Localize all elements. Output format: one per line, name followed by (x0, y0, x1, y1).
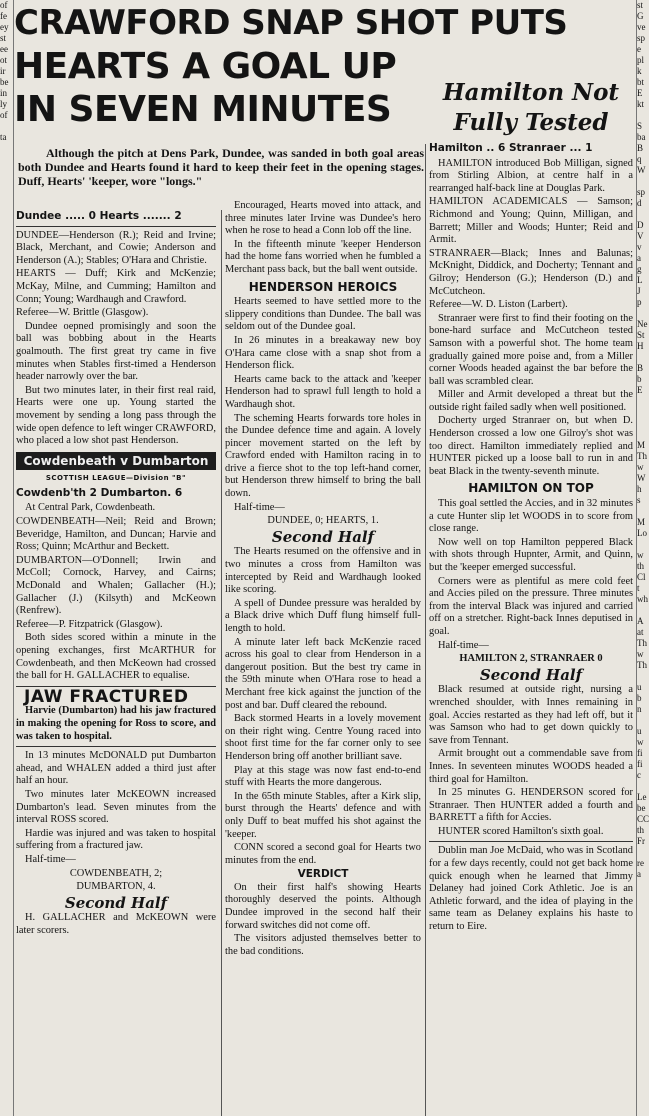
edge-fragment (0, 913, 13, 924)
column-1 (16, 208, 216, 938)
edge-fragment: b (637, 693, 642, 703)
edge-fragment (0, 473, 13, 484)
edge-fragment (0, 330, 13, 341)
edge-fragment: E (637, 88, 643, 98)
edge-fragment (0, 297, 13, 308)
edge-fragment: w (637, 649, 644, 659)
edge-fragment (0, 176, 13, 187)
edge-fragment: ta (0, 132, 7, 142)
paragraph: Back stormed Hearts in a lovely movement on their right wing. Centre Young raced into shoot first time for the far corner only to see Henderson bring off another brilliant save. (225, 713, 421, 762)
right-edge-column (636, 0, 648, 1116)
edge-fragment (0, 847, 13, 858)
referee: Referee—P. Fitzpatrick (Glasgow). (16, 618, 163, 630)
standfirst: Although the pitch at Dens Park, Dundee, was sanded in both goal areas both Dundee and Hearts found it hard to keep their feet in the opening stages. Duff, Hearts' 'keeper, wore "longs." (18, 146, 424, 188)
edge-fragment: D (637, 220, 644, 230)
edge-fragment (0, 121, 13, 132)
edge-fragment: L (637, 275, 643, 285)
edge-fragment (0, 704, 13, 715)
edge-fragment (0, 495, 13, 506)
team-lineup: DUNDEE—Henderson (R.); Reid and Irvine; Black, Merchant, and Cowie; Anderson and Henderson (A.); Stables; O'Hara and Christie. (16, 229, 216, 266)
left-edge-column (0, 0, 14, 1116)
edge-fragment (0, 517, 13, 528)
team-lineup: STRANRAER—Black; Innes and Balunas; McKnight, Diddick, and Docherty; Tennant and Gilroy; Henderson (G.); Henderson (D.) and McCutcheon. (429, 247, 633, 297)
headline-line-2: HEARTS A GOAL UP (14, 46, 397, 87)
score-line: Cowdenb'th 2 Dumbarton. 6 (16, 486, 183, 499)
team-lineup: COWDENBEATH—Neil; Reid and Brown; Beveridge, Hamilton, and Duncan; Harvie and Ross; Quinn; McArthur and Beckett. (16, 516, 216, 553)
edge-fragment (0, 451, 13, 462)
headline-line-1: CRAWFORD SNAP SHOT PUTS (14, 3, 568, 43)
box-headline: JAW FRACTURED (24, 686, 189, 707)
edge-fragment (0, 693, 13, 704)
edge-fragment: h (637, 484, 642, 494)
halftime-label: Half-time— (25, 853, 76, 865)
edge-fragment: d (637, 198, 642, 208)
section-heading: Second Half (271, 527, 375, 546)
headline-line-3: IN SEVEN MINUTES (14, 89, 392, 130)
edge-fragment: u (637, 682, 642, 692)
edge-fragment: H (637, 341, 644, 351)
edge-fragment (0, 858, 13, 869)
halftime-label: Half-time— (234, 501, 285, 513)
edge-fragment (0, 902, 13, 913)
edge-fragment (0, 935, 13, 946)
paragraph: Both sides scored within a minute in the opening exchanges, first McARTHUR for Cowdenbeath, and then McKeown had crossed the ball for H. GALLACHER to equalise. (16, 632, 216, 682)
edge-fragment: pl (637, 55, 645, 65)
edge-fragment: Ne (637, 319, 648, 329)
edge-fragment: St (637, 330, 645, 340)
halftime-score: COWDENBEATH, 2; (69, 867, 163, 879)
paragraph: Miller and Armit developed a threat but the outside right failed sadly when well positioned. (429, 389, 633, 413)
edge-fragment: ot (0, 55, 8, 65)
referee: Referee—W. D. Liston (Larbert). (429, 299, 568, 311)
edge-fragment: Le (637, 792, 647, 802)
edge-fragment: u (637, 726, 642, 736)
edge-fragment (637, 308, 648, 319)
edge-fragment (0, 352, 13, 363)
edge-fragment: ve (637, 22, 646, 32)
edge-fragment: Th (637, 660, 647, 670)
edge-fragment: J (637, 286, 641, 296)
edge-fragment: ly (0, 99, 8, 109)
score-line: Dundee ..... 0 Hearts ....... 2 (16, 210, 182, 222)
edge-fragment (0, 649, 13, 660)
edge-fragment: k (637, 66, 642, 76)
edge-fragment: W (637, 473, 646, 483)
paragraph: In 26 minutes in a breakaway new boy O'Hara came close with a snap shot from a Henderson flick. (225, 334, 421, 372)
paragraph: HUNTER scored Hamilton's sixth goal. (438, 825, 604, 837)
edge-fragment: w (637, 550, 644, 560)
edge-fragment (637, 176, 648, 187)
edge-fragment: be (0, 77, 9, 87)
edge-fragment (0, 462, 13, 473)
subheading: VERDICT (297, 868, 349, 881)
edge-fragment (0, 1012, 13, 1023)
edge-fragment: E (637, 385, 643, 395)
match-banner: Cowdenbeath v Dumbarton (16, 452, 216, 471)
paragraph: Corners were as plentiful as mere cold feet and Accies piled on the pressure. Three minutes from the interval Black was injured and carried off on a stretcher. Right-back Innes deputised in goal. (429, 575, 633, 637)
paragraph: In the 65th minute Stables, after a Kirk slip, burst through the Hearts' defence and with only Duff to beat muffed his shot against the 'keeper. (225, 790, 421, 840)
edge-fragment: M (637, 517, 646, 527)
edge-fragment: v (637, 242, 642, 252)
edge-fragment (0, 990, 13, 1001)
edge-fragment (637, 781, 648, 792)
paragraph: The scheming Hearts forwards tore holes in the Dundee defence time and again. A lovely pincer movement started on the left by Crawford ended with Hamilton racing in to drive a fierce shot to the top left-hand corner, but Henderson threw himself to bring the ball down. (225, 412, 421, 500)
edge-fragment (0, 550, 13, 561)
edge-fragment (637, 847, 648, 858)
edge-fragment (0, 506, 13, 517)
edge-fragment: s (637, 495, 641, 505)
edge-fragment (0, 1001, 13, 1012)
edge-fragment (0, 165, 13, 176)
edge-fragment: ey (0, 22, 9, 32)
edge-fragment (0, 374, 13, 385)
edge-fragment (0, 957, 13, 968)
edge-fragment: CC (637, 814, 649, 824)
edge-fragment: t (637, 583, 640, 593)
edge-fragment: bt (637, 77, 645, 87)
edge-fragment (0, 660, 13, 671)
divider (16, 746, 216, 747)
edge-fragment: be (637, 803, 646, 813)
edge-fragment: wh (637, 594, 648, 604)
paragraph: In the fifteenth minute 'keeper Henderson had the home fans worried when he fumbled a Merchant pass back, but the ball went outside. (225, 238, 421, 275)
paragraph: CONN scored a second goal for Hearts two minutes from the end. (225, 842, 421, 866)
edge-fragment (0, 484, 13, 495)
edge-fragment: g (637, 264, 642, 274)
edge-fragment: th (637, 825, 645, 835)
edge-fragment (0, 792, 13, 803)
edge-fragment: e (637, 44, 641, 54)
edge-fragment (637, 671, 648, 682)
edge-fragment (0, 737, 13, 748)
edge-fragment: st (637, 0, 644, 10)
edge-fragment (637, 396, 648, 407)
edge-fragment (0, 220, 13, 231)
edge-fragment (0, 561, 13, 572)
edge-fragment (0, 891, 13, 902)
paragraph: Dublin man Joe McDaid, who was in Scotland for a few days recently, could not get back home quick enough when he learned that Jimmy Delaney had joined Cork Athletic. Joe is an Athletic forward, and the idea of playing in the same team as Delaney explains his haste to return to Eire. (429, 845, 633, 933)
edge-fragment: of (0, 0, 8, 10)
edge-fragment (0, 363, 13, 374)
edge-fragment (0, 924, 13, 935)
paragraph: Hearts came back to the attack and 'keeper Henderson had to sprawl full length to hold a Wardhaugh shot. (225, 373, 421, 410)
halftime-score: HAMILTON 2, STRANRAER 0 (459, 653, 603, 665)
edge-fragment (0, 627, 13, 638)
venue: At Central Park, Cowdenbeath. (25, 502, 156, 514)
edge-fragment: W (637, 165, 646, 175)
edge-fragment (0, 836, 13, 847)
edge-fragment: re (637, 858, 644, 868)
edge-fragment (0, 715, 13, 726)
paragraph: Hardie was injured and was taken to hospital suffering from a fractured jaw. (16, 827, 216, 852)
halftime-score: DUMBARTON, 4. (76, 881, 156, 893)
league-label: SCOTTISH LEAGUE—Division "B" (45, 474, 187, 483)
edge-fragment (0, 605, 13, 616)
edge-fragment: V (637, 231, 644, 241)
edge-fragment (0, 231, 13, 242)
edge-fragment (0, 803, 13, 814)
team-lineup: HAMILTON ACADEMICALS — Samson; Richmond and Young; Quinn, Milligan, and Barrett; Miller and Woods; Hunter; Reid and Armit. (429, 196, 633, 246)
column-3 (429, 78, 633, 935)
paragraph: Docherty urged Stranraer on, but when D. Henderson crossed a low one Gilroy's shot was too direct. Hamilton immediately replied and HUNTER picked up a loose ball to run in and beat Black in the twenty-seventh minute. (429, 415, 633, 477)
edge-fragment: w (637, 462, 644, 472)
edge-fragment: a (637, 253, 641, 263)
paragraph: Play at this stage was now fast end-to-end stuff with Hearts the more dangerous. (225, 764, 421, 789)
edge-fragment (637, 429, 648, 440)
edge-fragment: p (637, 297, 642, 307)
section-heading: Second Half (479, 665, 583, 684)
edge-fragment (0, 726, 13, 737)
edge-fragment (0, 572, 13, 583)
paragraph: The Hearts resumed on the offensive and in two minutes a cross from Hamilton was intercepted by Reid and Wardhaugh looked like scoring. (225, 546, 421, 596)
edge-fragment (0, 869, 13, 880)
edge-fragment (0, 539, 13, 550)
edge-fragment: at (637, 627, 644, 637)
edge-fragment (0, 286, 13, 297)
paragraph: On their first half's showing Hearts thoroughly deserved the points. Although Dundee improved in the second half their forward switches did not come off. (225, 881, 421, 931)
paragraph: In 25 minutes G. HENDERSON scored for Stranraer. Then HUNTER added a fourth and BARRETT a fifth for Accies. (429, 787, 633, 824)
edge-fragment (0, 209, 13, 220)
edge-fragment: ba (637, 132, 646, 142)
edge-fragment (0, 781, 13, 792)
paragraph: This goal settled the Accies, and in 32 minutes a cute Hunter slip let WOODS in to score from close range. (429, 498, 633, 535)
edge-fragment: st (0, 33, 7, 43)
edge-fragment (0, 594, 13, 605)
edge-fragment (0, 385, 13, 396)
edge-fragment (0, 341, 13, 352)
team-lineup: HEARTS — Duff; Kirk and McKenzie; McKay, Milne, and Cumming; Hamilton and Conn; Young; Wardhaugh and Crawford. (16, 268, 216, 305)
edge-fragment (637, 352, 648, 363)
paragraph: A spell of Dundee pressure was heralded by a Black drive which Duff flung himself full-length to hold. (225, 597, 421, 634)
edge-fragment (637, 407, 648, 418)
edge-fragment: n (637, 704, 642, 714)
edge-fragment: sp (637, 187, 646, 197)
edge-fragment: Cl (637, 572, 646, 582)
edge-fragment (0, 616, 13, 627)
edge-fragment: A (637, 616, 644, 626)
edge-fragment: fi (637, 759, 643, 769)
edge-fragment: Lo (637, 528, 647, 538)
edge-fragment (0, 638, 13, 649)
edge-fragment (0, 418, 13, 429)
edge-fragment: sp (637, 33, 646, 43)
edge-fragment: B (637, 363, 644, 373)
subheading: HENDERSON HEROICS (248, 279, 398, 294)
column-divider-right (425, 144, 426, 1116)
edge-fragment (0, 748, 13, 759)
edge-fragment: G (637, 11, 644, 21)
referee: Referee—W. Brittle (Glasgow). (16, 307, 149, 319)
box-text: Harvie (Dumbarton) had his jaw fractured in making the opening for Ross to score, and was taken to hospital. (16, 705, 216, 742)
paragraph: But two minutes later, in their first real raid, Hearts were one up. Young started the movement by sending a long pass through the wide open defence to left winger CRAWFORD, who placed a low shot past Henderson. (16, 384, 216, 447)
divider (16, 226, 216, 227)
edge-fragment (0, 440, 13, 451)
edge-fragment: Th (637, 451, 647, 461)
halftime-score: DUNDEE, 0; HEARTS, 1. (267, 515, 379, 527)
edge-fragment (0, 968, 13, 979)
edge-fragment (0, 308, 13, 319)
edge-fragment (0, 319, 13, 330)
edge-fragment (0, 275, 13, 286)
score-line: Hamilton .. 6 Stranraer ... 1 (429, 142, 593, 154)
edge-fragment: S (637, 121, 643, 131)
edge-fragment (0, 759, 13, 770)
edge-fragment (637, 209, 648, 220)
halftime-label: Half-time— (438, 639, 489, 651)
edge-fragment (0, 946, 13, 957)
edge-fragment (0, 671, 13, 682)
edge-fragment (637, 539, 648, 550)
team-lineup: DUMBARTON—O'Donnell; Irwin and McColl; Cornock, Harvey, and Cairns; McDonald and Whalen; Gallacher (H.); Gallacher (J.) (Kilsyth) and McKeown (Renfrew). (16, 554, 216, 617)
edge-fragment: ee (0, 44, 8, 54)
edge-fragment (0, 407, 13, 418)
edge-fragment: M (637, 440, 646, 450)
edge-fragment: a (637, 869, 641, 879)
edge-fragment: fe (0, 11, 7, 21)
edge-fragment: b (637, 374, 642, 384)
paragraph: Armit brought out a commendable save from Innes. In seventeen minutes WOODS headed a third goal for Hamilton. (429, 748, 633, 785)
edge-fragment: B (637, 143, 644, 153)
edge-fragment (0, 264, 13, 275)
edge-fragment (0, 825, 13, 836)
edge-fragment (0, 880, 13, 891)
paragraph: Now well on top Hamilton peppered Black with shots through Hupnter, Armit, and Quinn, but the 'keeper emerged successful. (429, 536, 633, 573)
edge-fragment (0, 242, 13, 253)
edge-fragment: th (637, 561, 645, 571)
edge-fragment (637, 418, 648, 429)
paragraph: Two minutes later McKEOWN increased Dumbarton's lead. Seven minutes from the interval ROSS scored. (16, 788, 216, 826)
edge-fragment: q (637, 154, 642, 164)
edge-fragment (0, 396, 13, 407)
edge-fragment (637, 605, 648, 616)
section-heading: Second Half (64, 893, 168, 912)
edge-fragment (0, 143, 13, 154)
paragraph: HAMILTON introduced Bob Milligan, signed from Stirling Albion, at centre half in a rearranged half-back line at Douglas Park. (429, 157, 633, 194)
edge-fragment: kt (637, 99, 645, 109)
edge-fragment (0, 429, 13, 440)
paragraph: Hearts seemed to have settled more to the slippery conditions than Dundee. The ball was seldom out of the Dundee goal. (225, 296, 421, 333)
edge-fragment: ir (0, 66, 6, 76)
edge-fragment (0, 979, 13, 990)
edge-fragment (637, 110, 648, 121)
edge-fragment (637, 506, 648, 517)
edge-fragment (0, 583, 13, 594)
paragraph: H. GALLACHER and McKEOWN were later scorers. (16, 912, 216, 936)
paragraph: The visitors adjusted themselves better to the bad conditions. (225, 933, 421, 957)
paragraph: Encouraged, Hearts moved into attack, and three minutes later Irvine was Dundee's hero when he rose to head a Conn lob off the line. (225, 200, 421, 237)
column-headline: Hamilton Not Fully Tested (442, 79, 620, 136)
edge-fragment: in (0, 88, 8, 98)
column-divider-left (221, 210, 222, 1116)
column-2 (225, 200, 421, 959)
edge-fragment: Th (637, 638, 647, 648)
edge-fragment (0, 154, 13, 165)
edge-fragment (0, 187, 13, 198)
edge-fragment: fi (637, 748, 643, 758)
edge-fragment (0, 682, 13, 693)
edge-fragment (0, 198, 13, 209)
edge-fragment: Fr (637, 836, 646, 846)
divider (429, 841, 633, 842)
paragraph: Black resumed at outside right, nursing a wrenched shoulder, with Innes remaining in goal. Accies restarted as they had left off, but it was Samson who had to get down quickly to save from Tennant. (429, 684, 633, 746)
edge-fragment (0, 814, 13, 825)
subheading: HAMILTON ON TOP (468, 481, 594, 496)
paragraph: Stranraer were first to find their footing on the bone-hard surface and McCutcheon tested Samson with a powerful shot. The home team gradually gained more poise and, from a Miller corner Woods headed against the bar before the ball was scrambled clear. (429, 312, 633, 387)
edge-fragment: w (637, 737, 644, 747)
edge-fragment (0, 770, 13, 781)
edge-fragment: c (637, 770, 641, 780)
edge-fragment (0, 528, 13, 539)
edge-fragment (0, 253, 13, 264)
edge-fragment (637, 715, 648, 726)
paragraph: Dundee oepned promisingly and soon the ball was bobbing about in the Hearts goalmouth. The first great try came in five minutes when Stables first-timed a Henderson header narrowly over the bar. (16, 320, 216, 383)
paragraph: A minute later left back McKenzie raced across his goal to clear from Henderson in a dangerout position. But the best try came in the 59th minute when O'Hara rose to head a Merchant free kick against the junction of the post and bar. Duff cleared the rebound. (225, 636, 421, 711)
edge-fragment: of (0, 110, 8, 120)
paragraph: In 13 minutes McDONALD put Dumbarton ahead, and WHALEN added a third just after half an hour. (16, 750, 216, 787)
